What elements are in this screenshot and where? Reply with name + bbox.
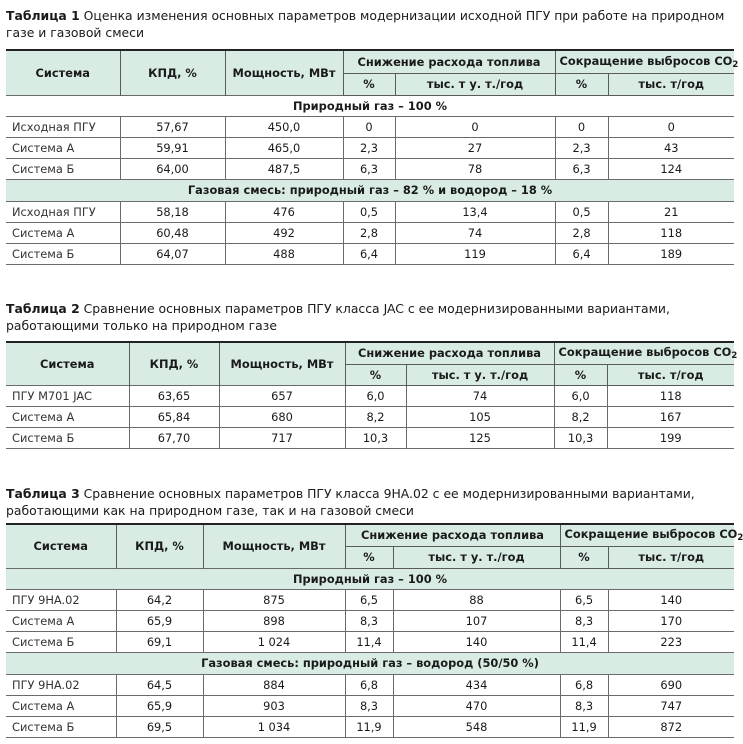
table-cell: 434 <box>393 674 560 695</box>
table-cell: 884 <box>203 674 345 695</box>
table-row <box>6 385 734 406</box>
table-cell: 8,2 <box>345 406 406 427</box>
table-cell: Система Б <box>6 631 116 652</box>
table2 <box>6 341 738 449</box>
table-cell: 67,70 <box>129 427 219 448</box>
header-emission-reduction: Сокращение выбросов $CO_2$ <box>555 50 734 73</box>
header-fuel-reduction: Снижение расхода топлива <box>343 50 555 73</box>
header-system: Система <box>6 50 120 95</box>
table-cell: 548 <box>393 716 560 737</box>
table-cell: 1 034 <box>203 716 345 737</box>
table-row <box>6 610 734 631</box>
header-system: Система <box>6 524 116 568</box>
table-cell: 64,00 <box>120 158 225 179</box>
header-fuel-unit: тыс. т у. т./год <box>395 73 555 95</box>
table-cell: 657 <box>219 385 345 406</box>
table-cell: 11,9 <box>345 716 393 737</box>
table-cell: Система Б <box>6 427 129 448</box>
table3-caption-label: Таблица 3 <box>6 486 80 501</box>
table-cell: 167 <box>607 406 734 427</box>
table-cell: 10,3 <box>554 427 607 448</box>
table-cell: 74 <box>395 222 555 243</box>
table-cell: Система Б <box>6 243 120 264</box>
header-emission-unit: тыс. т/год <box>608 546 734 568</box>
header-emission-pct: % <box>555 73 608 95</box>
table-cell: 43 <box>608 137 734 158</box>
table-cell: 11,4 <box>345 631 393 652</box>
table-cell: 74 <box>406 385 554 406</box>
table-cell: 0 <box>343 116 395 137</box>
table-cell: 680 <box>219 406 345 427</box>
table-cell: 6,0 <box>345 385 406 406</box>
table-cell: Исходная ПГУ <box>6 201 120 222</box>
table-cell: 63,65 <box>129 385 219 406</box>
table-cell: Исходная ПГУ <box>6 116 120 137</box>
table1 <box>6 49 739 265</box>
table1-caption-text: Оценка изменения основных параметров модернизации исходной ПГУ при работе на природном газе и газовой смеси <box>6 8 725 40</box>
table-cell: 119 <box>395 243 555 264</box>
table-cell: 199 <box>607 427 734 448</box>
table-cell: 64,07 <box>120 243 225 264</box>
header-emission-pct: % <box>554 364 607 385</box>
table-cell: 107 <box>393 610 560 631</box>
header-emission-pct: % <box>560 546 608 568</box>
table1-caption-label: Таблица 1 <box>6 8 80 23</box>
header-emission-reduction: Сокращение выбросов $CO_2$ <box>554 342 734 364</box>
table-cell: 2,8 <box>555 222 608 243</box>
section-title: Газовая смесь: природный газ – водород (50/50 %) <box>6 652 734 674</box>
table-row <box>6 406 734 427</box>
table-cell: 8,3 <box>345 695 393 716</box>
header-fuel-reduction: Снижение расхода топлива <box>345 342 554 364</box>
table3-caption <box>6 486 734 519</box>
table-cell: 492 <box>225 222 343 243</box>
header-fuel-pct: % <box>343 73 395 95</box>
table-cell: 118 <box>608 222 734 243</box>
table-cell: Система А <box>6 610 116 631</box>
header-emission-reduction: Сокращение выбросов $CO_2$ <box>560 524 734 546</box>
section-title: Природный газ – 100 % <box>6 568 734 589</box>
table-cell: 8,2 <box>554 406 607 427</box>
section-title: Природный газ – 100 % <box>6 95 734 116</box>
table-row <box>6 589 734 610</box>
table-cell: 717 <box>219 427 345 448</box>
table-cell: 8,3 <box>345 610 393 631</box>
table-cell: 8,3 <box>560 610 608 631</box>
table-row <box>6 158 734 179</box>
table1-caption <box>6 8 734 41</box>
table-cell: 60,48 <box>120 222 225 243</box>
table-row <box>6 137 734 158</box>
header-emission-unit: тыс. т/год <box>608 73 734 95</box>
header-power: Мощность, МВт <box>203 524 345 568</box>
table-cell: 65,9 <box>116 695 203 716</box>
table-cell: 0 <box>555 116 608 137</box>
table3 <box>6 523 743 738</box>
header-power: Мощность, МВт <box>219 342 345 385</box>
table-cell: 6,0 <box>554 385 607 406</box>
table-cell: 57,67 <box>120 116 225 137</box>
table-cell: 476 <box>225 201 343 222</box>
table-cell: 487,5 <box>225 158 343 179</box>
table-cell: 6,4 <box>555 243 608 264</box>
header-system: Система <box>6 342 129 385</box>
table-cell: 0,5 <box>343 201 395 222</box>
header-efficiency: КПД, % <box>116 524 203 568</box>
table-row <box>6 631 734 652</box>
table-cell: 450,0 <box>225 116 343 137</box>
table-cell: 105 <box>406 406 554 427</box>
table-cell: 898 <box>203 610 345 631</box>
header-efficiency: КПД, % <box>120 50 225 95</box>
table-cell: 2,8 <box>343 222 395 243</box>
header-fuel-pct: % <box>345 546 393 568</box>
table-cell: 140 <box>393 631 560 652</box>
table-cell: 118 <box>607 385 734 406</box>
table-cell: 189 <box>608 243 734 264</box>
table-row <box>6 243 734 264</box>
table-cell: 875 <box>203 589 345 610</box>
table2-caption-text: Сравнение основных параметров ПГУ класса JAC с ее модернизированными вариантами, работающими только на природном газе <box>6 301 670 333</box>
table-cell: 11,9 <box>560 716 608 737</box>
table-cell: 58,18 <box>120 201 225 222</box>
table-cell: ПГУ 9HA.02 <box>6 674 116 695</box>
table-cell: 6,5 <box>560 589 608 610</box>
table-cell: 747 <box>608 695 734 716</box>
table-cell: 465,0 <box>225 137 343 158</box>
table-cell: 1 024 <box>203 631 345 652</box>
table-cell: Система Б <box>6 158 120 179</box>
header-fuel-reduction: Снижение расхода топлива <box>345 524 560 546</box>
table-row <box>6 116 734 137</box>
table-cell: 88 <box>393 589 560 610</box>
table-row <box>6 201 734 222</box>
header-efficiency: КПД, % <box>129 342 219 385</box>
table-row <box>6 695 734 716</box>
table-cell: 65,84 <box>129 406 219 427</box>
table-cell: 78 <box>395 158 555 179</box>
table-cell: 6,3 <box>343 158 395 179</box>
table-row <box>6 716 734 737</box>
table-cell: 0,5 <box>555 201 608 222</box>
table-cell: 13,4 <box>395 201 555 222</box>
header-fuel-pct: % <box>345 364 406 385</box>
table-cell: Система А <box>6 222 120 243</box>
table-row <box>6 222 734 243</box>
header-fuel-unit: тыс. т у. т./год <box>406 364 554 385</box>
table-cell: 223 <box>608 631 734 652</box>
table-cell: Система А <box>6 137 120 158</box>
header-emission-unit: тыс. т/год <box>607 364 734 385</box>
table-cell: 6,3 <box>555 158 608 179</box>
table-cell: Система Б <box>6 716 116 737</box>
table-cell: 6,8 <box>560 674 608 695</box>
table3-caption-text: Сравнение основных параметров ПГУ класса 9HA.02 с ее модернизированными вариантами, работающими как на природном газе, так и на газовой смеси <box>6 486 695 518</box>
table-cell: 140 <box>608 589 734 610</box>
table-cell: 6,4 <box>343 243 395 264</box>
table-cell: 69,5 <box>116 716 203 737</box>
table-cell: 470 <box>393 695 560 716</box>
table-cell: 65,9 <box>116 610 203 631</box>
table-cell: 6,5 <box>345 589 393 610</box>
table-cell: 125 <box>406 427 554 448</box>
table-cell: 690 <box>608 674 734 695</box>
table-cell: 2,3 <box>555 137 608 158</box>
header-power: Мощность, МВт <box>225 50 343 95</box>
section-title: Газовая смесь: природный газ – 82 % и водород – 18 % <box>6 179 734 201</box>
table-cell: 0 <box>395 116 555 137</box>
table-row <box>6 427 734 448</box>
table-cell: 64,5 <box>116 674 203 695</box>
table-cell: 10,3 <box>345 427 406 448</box>
table-cell: 872 <box>608 716 734 737</box>
table-cell: 11,4 <box>560 631 608 652</box>
table-cell: ПГУ M701 JAC <box>6 385 129 406</box>
table2-caption <box>6 301 734 334</box>
table-cell: 69,1 <box>116 631 203 652</box>
table-cell: 488 <box>225 243 343 264</box>
table-cell: 27 <box>395 137 555 158</box>
header-fuel-unit: тыс. т у. т./год <box>393 546 560 568</box>
table-cell: 64,2 <box>116 589 203 610</box>
table2-caption-label: Таблица 2 <box>6 301 80 316</box>
table-cell: Система А <box>6 695 116 716</box>
table-cell: 6,8 <box>345 674 393 695</box>
table-cell: Система А <box>6 406 129 427</box>
table-cell: 8,3 <box>560 695 608 716</box>
table-cell: ПГУ 9HA.02 <box>6 589 116 610</box>
table-cell: 0 <box>608 116 734 137</box>
table-cell: 170 <box>608 610 734 631</box>
table-cell: 59,91 <box>120 137 225 158</box>
table-cell: 124 <box>608 158 734 179</box>
table-row <box>6 674 734 695</box>
table-cell: 21 <box>608 201 734 222</box>
table-cell: 2,3 <box>343 137 395 158</box>
table-cell: 903 <box>203 695 345 716</box>
